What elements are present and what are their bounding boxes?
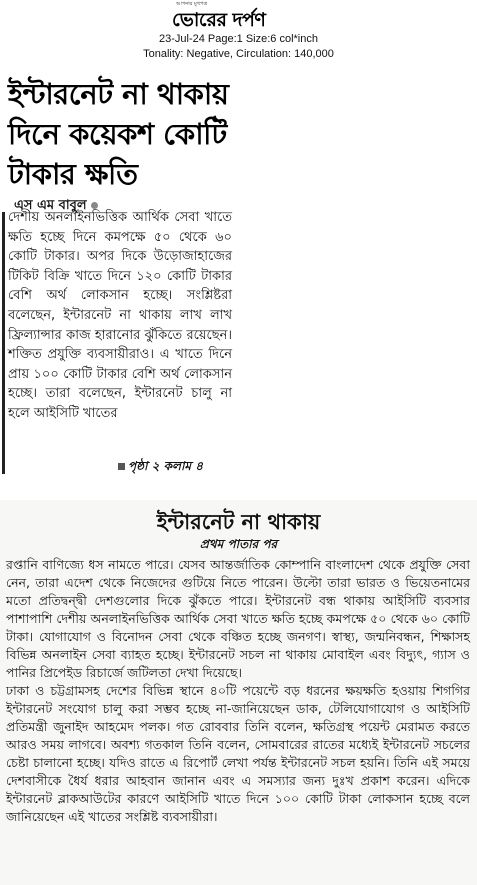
paragraph: রপ্তানি বাণিজ্যে ধস নামতে পারে। যেসব আন্তর্জাতিক কোম্পানি বাংলাদেশ থেকে প্রযুক্তি সেবা নেন, তারা এদেশ থেকে নিজেদের গুটিয়ে নিতে পারেন। উল্টো তারা ভারত ও ভিয়েতনামের মতো প্রতিদ্বন্দ্বী দেশগুলোর দিকে ঝুঁকতে পারে। ইন্টারনেট বন্ধ থাকায় আইসিটি ব্যবসার পাশাপাশি দেশীয় অনলাইনভিত্তিক আর্থিক সেবা খাতে ক্ষতি হচ্ছে কমপক্ষে ৫০ থেকে ৬০ কোটি টাকা। যোগাযোগ ও বিনোদন সেবা থেকে বঞ্চিত হচ্ছে জনগণ। স্বাস্থ্য, জন্মনিবন্ধন, শিক্ষাসহ বিভিন্ন অনলাইন সেবা ব্যাহত হচ্ছে। ইন্টারনেট সচল না থাকায় মোবাইল এবং বিদ্যুৎ, গ্যাস ও পানির প্রিপেইড রিচার্জে জটিলতা দেখা দিয়েছে। xyxy=(6,557,470,680)
masthead-tagline: আপনার মুখপত্র xyxy=(176,1,208,7)
column-rule xyxy=(2,212,5,474)
newspaper-logo: ভোরের দর্পণ xyxy=(172,9,266,31)
front-page-clipping xyxy=(0,64,240,480)
continuation-clipping xyxy=(0,500,477,885)
article-headline: ইন্টারনেট না থাকায় দিনে কয়েকশ কোটি টাকার ক্ষতি xyxy=(8,77,229,191)
paragraph: ঢাকা ও চট্টগ্রামসহ দেশের বিভিন্ন স্থানে ৪০টি পয়েন্টে বড় ধরনের ক্ষয়ক্ষতি হওয়ায় শিগগির ইন্টারনেট সংযোগ চালু করা সম্ভব হচ্ছে না-জানিয়েছেন ডাক, টেলিযোগাযোগ ও আইসিটি প্রতিমন্ত্রী জুনাইদ আহমেদ পলক। গত রোববার তিনি বলেন, ক্ষতিগ্রস্থ পয়েন্ট মেরামত করতে আরও সময় লাগবে। অবশ্য গতকাল তিনি বলেন, সোমবারের রাতের মধ্যেই ইন্টারনেট সচলের চেষ্টা চালানো হচ্ছে। যদিও রাতে এ রিপোর্ট লেখা পর্যন্ত ইন্টারনেট সচল হয়নি। তিনি এই সময়ে দেশবাসীকে ধৈর্য ধরার আহবান জানান এবং এ সমস্যার জন্য দুঃখ প্রকাশ করেন। এদিকে ইন্টারনেট ব্লাকআউটের কারণে আইসিটি খাতে দিনে ১০০ কোটি টাকা লোকসান হচ্ছে বলে জানিয়েছেন এই খাতের সংশ্লিষ্ট ব্যবসায়ীরা। xyxy=(6,683,470,824)
continuation-body xyxy=(6,556,470,826)
article-body: দেশীয় অনলাইনভিত্তিক আর্থিক সেবা খাতে ক্ষতি হচ্ছে দিনে কমপক্ষে ৫০ থেকে ৬০ কোটি টাকার। অপর দিকে উড়োজাহাজের টিকিট বিক্রি খাতে দিনে ১২০ কোটি টাকার বেশি অর্থ লোকসান হচ্ছে। সংশ্লিষ্টরা বলেছেন, ইন্টারনেট না থাকায় লাখ লাখ ফ্রিল্যান্সার কাজ হারানোর ঝুঁকিতে রয়েছেন। শক্তিত প্রযুক্তি ব্যবসায়ীরাও। এ খাতে দিনে প্রায় ১০০ কোটি টাকার বেশি অর্থ লোকসান হচ্ছে। তারা বলেছেন, ইন্টারনেট চালু না হলে আইসিটি খাতের xyxy=(8,210,232,421)
continued-label: পৃষ্ঠা ২ কলাম ৪ xyxy=(128,459,204,473)
clipping-meta-date: 23-Jul-24 Page:1 Size:6 col*inch xyxy=(159,33,318,45)
byline-author: এস এম বাবুল xyxy=(14,198,87,213)
continuation-headline: ইন্টারনেট না থাকায় xyxy=(156,510,321,534)
continued-note xyxy=(118,458,203,478)
square-bullet-icon xyxy=(118,463,125,470)
clipping-meta-tonality: Tonality: Negative, Circulation: 140,000 xyxy=(143,48,334,60)
from-page-label: প্রথম পাতার পর xyxy=(199,537,278,551)
